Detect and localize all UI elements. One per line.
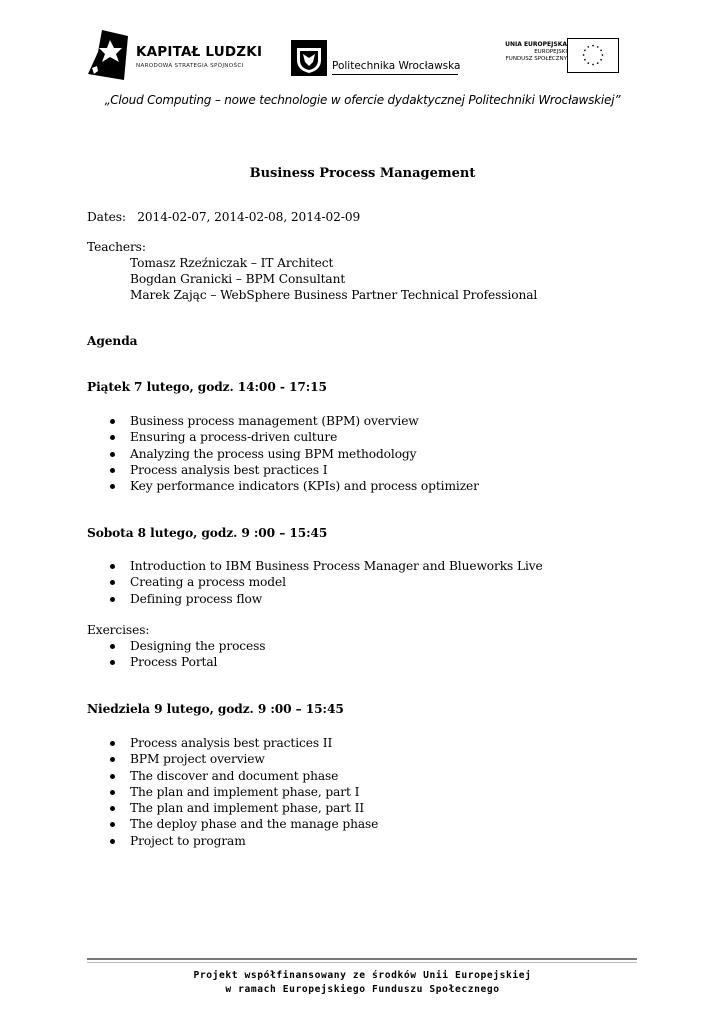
teacher-1: Tomasz Rzeźniczak – IT Architect: [130, 256, 334, 270]
list-item: The plan and implement phase, part II: [108, 800, 378, 816]
dates-value: 2014-02-07, 2014-02-08, 2014-02-09: [137, 210, 361, 224]
day-2-heading: Sobota 8 lutego, godz. 9 :00 – 15:45: [87, 526, 328, 540]
list-item: Project to program: [108, 833, 378, 849]
footer-divider-secondary: [87, 962, 637, 963]
list-item: Designing the process: [108, 638, 265, 654]
list-item: BPM project overview: [108, 751, 378, 767]
bullet-icon: [110, 790, 115, 795]
day-1-topic-list: [108, 413, 479, 494]
bullet-icon: [110, 774, 115, 779]
agenda-heading: Agenda: [87, 334, 138, 348]
eu-flag-icon: [567, 38, 619, 73]
footer-line-1: Projekt współfinansowany ze środków Unii Europejskiej: [193, 970, 532, 981]
teacher-2: Bogdan Granicki – BPM Consultant: [130, 272, 346, 286]
unia-europejska-logo: [482, 38, 622, 76]
unia-line-2: EUROPEJSKI: [534, 48, 567, 55]
exercises-label: Exercises:: [87, 623, 150, 637]
list-item: Process analysis best practices I: [108, 462, 479, 478]
bullet-icon: [110, 660, 115, 665]
list-item: Process Portal: [108, 654, 265, 670]
bullet-icon: [110, 644, 115, 649]
bullet-icon: [110, 822, 115, 827]
list-item: Defining process flow: [108, 591, 543, 607]
kapital-ludzki-logo: [88, 30, 268, 82]
bullet-icon: [110, 468, 115, 473]
list-item: Ensuring a process-driven culture: [108, 429, 479, 445]
politechnika-underline: [332, 74, 458, 75]
day-1-heading: Piątek 7 lutego, godz. 14:00 - 17:15: [87, 380, 327, 394]
kapital-ludzki-emblem-icon: [88, 30, 128, 80]
exercises-list: [108, 638, 265, 671]
politechnika-eagle-icon: [291, 40, 327, 76]
footer-line-2: w ramach Europejskiego Funduszu Społecznego: [225, 984, 500, 995]
teacher-3: Marek Zając – WebSphere Business Partner Technical Professional: [130, 288, 538, 302]
list-item: The discover and document phase: [108, 768, 378, 784]
teachers-label: Teachers:: [87, 240, 146, 254]
list-item: Introduction to IBM Business Process Manager and Blueworks Live: [108, 558, 543, 574]
politechnika-name: Politechnika Wrocławska: [332, 60, 461, 72]
kapital-ludzki-subtitle: NARODOWA STRATEGIA SPÓJNOŚCI: [136, 63, 244, 69]
politechnika-logo: [291, 40, 461, 76]
bullet-icon: [110, 839, 115, 844]
list-item: Analyzing the process using BPM methodology: [108, 446, 479, 462]
bullet-icon: [110, 741, 115, 746]
list-item: Creating a process model: [108, 574, 543, 590]
unia-line-3: FUNDUSZ SPOŁECZNY: [505, 56, 567, 63]
bullet-icon: [110, 597, 115, 602]
document-title: Business Process Management: [249, 166, 476, 181]
bullet-icon: [110, 484, 115, 489]
dates-label: Dates:: [87, 210, 126, 224]
dates-row: [87, 210, 360, 224]
day-2-topic-list: [108, 558, 543, 607]
list-item: Business process management (BPM) overview: [108, 413, 479, 429]
list-item: The deploy phase and the manage phase: [108, 816, 378, 832]
unia-line-1: UNIA EUROPEJSKA: [505, 41, 567, 48]
bullet-icon: [110, 580, 115, 585]
bullet-icon: [110, 806, 115, 811]
kapital-ludzki-title: KAPITAŁ LUDZKI: [136, 44, 263, 60]
list-item: Process analysis best practices II: [108, 735, 378, 751]
bullet-icon: [110, 757, 115, 762]
day-3-heading: Niedziela 9 lutego, godz. 9 :00 – 15:45: [87, 702, 344, 716]
project-title: „Cloud Computing – nowe technologie w ofercie dydaktycznej Politechniki Wrocławskiej”: [104, 93, 621, 107]
footer-divider: [87, 958, 637, 960]
bullet-icon: [110, 564, 115, 569]
bullet-icon: [110, 419, 115, 424]
bullet-icon: [110, 452, 115, 457]
day-3-topic-list: [108, 735, 378, 849]
list-item: Key performance indicators (KPIs) and process optimizer: [108, 478, 479, 494]
list-item: The plan and implement phase, part I: [108, 784, 378, 800]
unia-europejska-text: [505, 41, 567, 64]
bullet-icon: [110, 435, 115, 440]
